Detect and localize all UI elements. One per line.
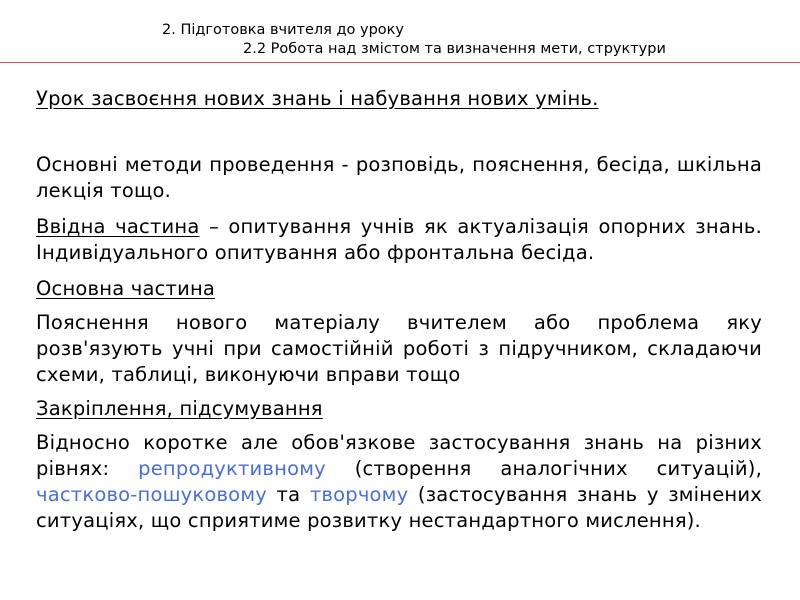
intro-heading: Ввідна частина (36, 215, 200, 238)
level-creative: творчому (309, 483, 409, 506)
level-partial-search: частково-пошуковому (36, 483, 267, 506)
lesson-type-title: Урок засвоєння нових знань і набування нових умінь. (36, 87, 599, 110)
slide-content (36, 86, 762, 534)
consolidation-text (36, 430, 762, 534)
consolidation-text-part-2: (створення аналогічних ситуацій), (325, 457, 762, 480)
main-part-text: Пояснення нового матеріалу вчителем або проблема яку розв'язують учні при самостійній роботі з підручником, складаючи схеми, таблиці, виконуючи вправи тощо (36, 311, 762, 386)
consolidation-text-part-4: (застосування знань у змінених ситуаціях, що сприятиме розвитку нестандартного мислення). (36, 483, 762, 532)
intro-paragraph (36, 214, 762, 266)
header-divider (0, 62, 800, 63)
level-reproductive: репродуктивному (138, 457, 326, 480)
methods-paragraph: Основні методи проведення - розповідь, пояснення, бесіда, шкільна лекція тощо. (36, 153, 762, 202)
main-part-heading: Основна частина (36, 277, 216, 300)
consolidation-text-part-3: та (266, 483, 310, 506)
consolidation-heading: Закріплення, підсумування (36, 397, 323, 420)
intro-text: – опитування учнів як актуалізація опорних знань. Індивідуального опитування або фронтальна бесіда. (36, 215, 763, 264)
header-section-title: 2. Підготовка вчителя до уроку (162, 22, 405, 38)
consolidation-text-part-1: Відносно коротке але обов'язкове застосування знань на різних рівнях: (36, 431, 762, 480)
header-subsection-title: 2.2 Робота над змістом та визначення мети, структури (243, 41, 666, 57)
